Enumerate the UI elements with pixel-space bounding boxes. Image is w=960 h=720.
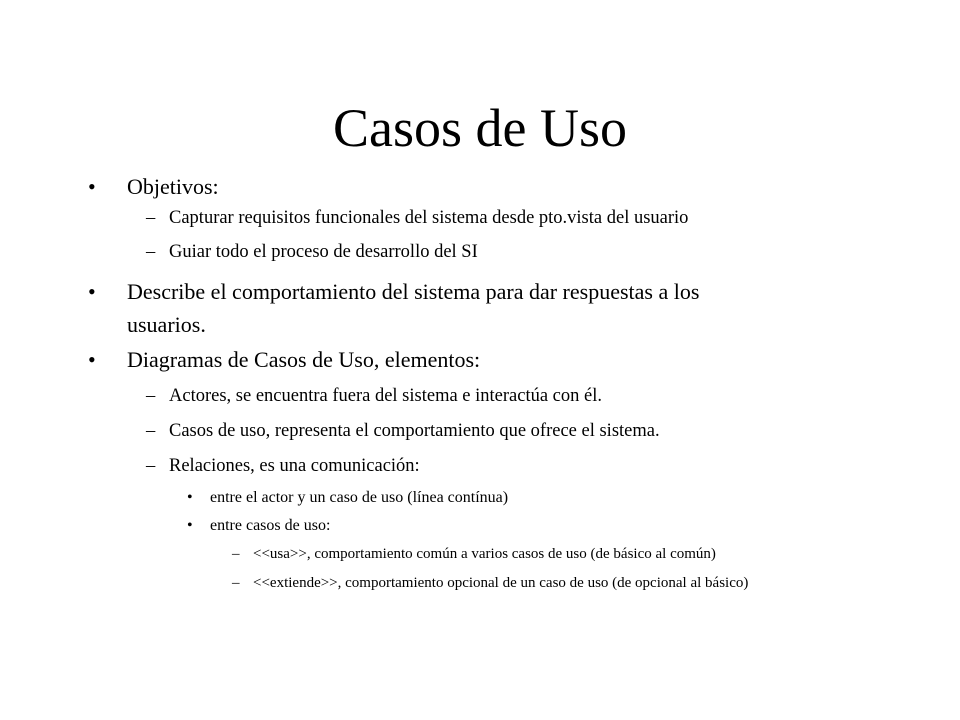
diagrama-item-casos: Casos de uso, representa el comportamiento que ofrece el sistema. <box>169 421 660 441</box>
dash-marker: – <box>146 421 156 441</box>
bullet-describe-line1: Describe el comportamiento del sistema para dar respuestas a los <box>127 279 700 304</box>
bullet-describe-line2: usuarios. <box>127 312 206 337</box>
objetivo-item-capturar: Capturar requisitos funcionales del sistema desde pto.vista del usuario <box>169 208 689 228</box>
objetivo-item-guiar: Guiar todo el proceso de desarrollo del SI <box>169 242 478 262</box>
dash-marker: – <box>146 456 156 476</box>
sub-bullet-marker: • <box>187 517 193 534</box>
dash-marker: – <box>146 242 156 262</box>
bullet-marker: • <box>88 279 96 304</box>
bullet-diagramas: Diagramas de Casos de Uso, elementos: <box>127 347 481 372</box>
caso-item-usa: <<usa>>, comportamiento común a varios casos de uso (de básico al común) <box>253 546 716 562</box>
caso-item-extiende: <<extiende>>, comportamiento opcional de un caso de uso (de opcional al básico) <box>253 575 749 591</box>
relacion-item-actor-caso: entre el actor y un caso de uso (línea contínua) <box>210 489 509 506</box>
dash-marker: – <box>232 546 240 562</box>
bullet-objetivos: Objetivos: <box>127 174 219 199</box>
diagrama-item-relaciones: Relaciones, es una comunicación: <box>169 456 420 476</box>
relacion-item-entre-casos: entre casos de uso: <box>210 517 331 534</box>
bullet-marker: • <box>88 347 96 372</box>
dash-marker: – <box>232 575 240 591</box>
sub-bullet-marker: • <box>187 489 193 506</box>
diagrama-item-actores: Actores, se encuentra fuera del sistema e interactúa con él. <box>169 386 602 406</box>
bullet-marker: • <box>88 174 96 199</box>
dash-marker: – <box>146 208 156 228</box>
slide-title: Casos de Uso <box>333 98 627 158</box>
dash-marker: – <box>146 386 156 406</box>
